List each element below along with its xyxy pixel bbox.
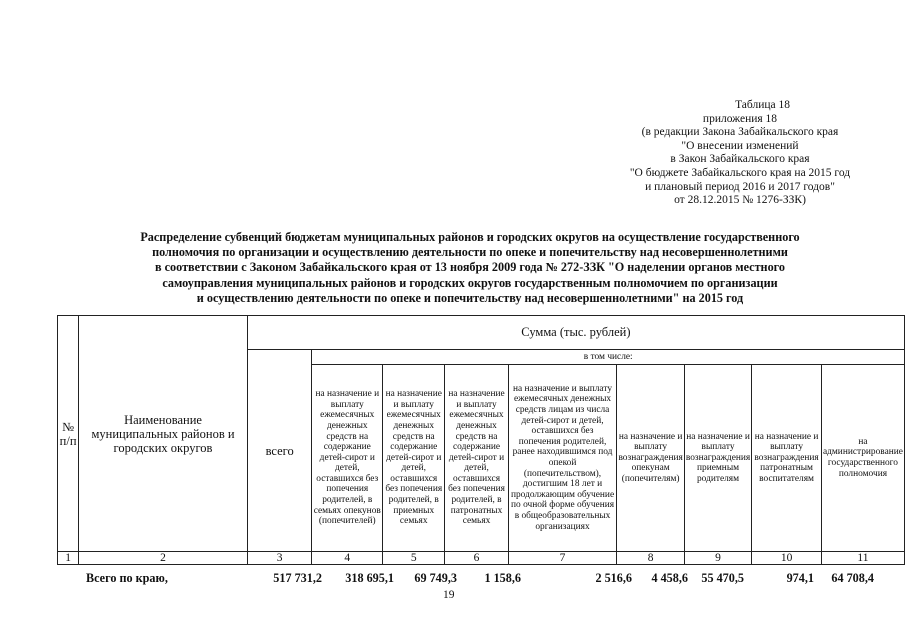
index-cell: 6 (445, 552, 508, 565)
total-row-label: Всего по краю, (86, 571, 168, 585)
index-cell: 3 (247, 552, 312, 565)
index-cell: 8 (617, 552, 684, 565)
title-line: и осуществлению деятельности по опеке и попечительству над несовершеннолетними" на 2015 год (196, 290, 744, 305)
sub-header-patronage-reward: на назначение и выплату вознаграждения патронатным воспитателям (752, 365, 822, 552)
total-value-patronage: 1 158,6 (484, 571, 521, 585)
index-cell: 9 (684, 552, 751, 565)
header-line: от 28.12.2015 № 1276-ЗЗК) (674, 194, 806, 207)
header-line: в Закон Забайкальского края (670, 153, 810, 166)
page-number: 19 (443, 589, 455, 601)
sub-header-patronage: на назначение и выплату ежемесячных денежных средств на содержание детей-сирот и детей, оставшихся без попечения родителей, в патронатных семьях (445, 365, 508, 552)
index-cell: 1 (58, 552, 79, 565)
index-cell: 11 (821, 552, 904, 565)
index-cell: 5 (383, 552, 445, 565)
header-line: (в редакции Закона Забайкальского края (641, 126, 839, 139)
total-value-graduates: 2 516,6 (595, 571, 632, 585)
header-line: приложения 18 (702, 112, 778, 125)
col-name-header: Наименование муниципальных районов и городских округов (79, 316, 248, 552)
title-line: полномочия по организации и осуществлению деятельности по опеке и попечительству над несовершеннолетними (152, 245, 788, 260)
index-cell: 2 (79, 552, 248, 565)
sub-header-foster-reward: на назначение и выплату вознаграждения приемным родителям (684, 365, 751, 552)
sum-header: Сумма (тыс. рублей) (247, 316, 904, 350)
header-line: Таблица 18 (735, 99, 790, 111)
total-value-administration: 64 708,4 (831, 571, 874, 585)
index-cell: 4 (312, 552, 383, 565)
total-value-all: 517 731,2 (273, 571, 322, 585)
sub-header-graduates: на назначение и выплату ежемесячных денежных средств лицам из числа детей-сирот и детей, оставшихся без попечения родителей, ранее находившимся под опекой (попечительством), достигшим 18 лет и продолжающим обучение по очной форме обучения в общеобразовательных организациях (508, 365, 617, 552)
title-line: в соответствии с Законом Забайкальского края от 13 ноября 2009 года № 272-ЗЗК "О наделении органов местного (155, 260, 785, 275)
title-line: Распределение субвенций бюджетам муниципальных районов и городских округов на осуществление государственного (140, 230, 800, 244)
total-value-foster-reward: 55 470,5 (701, 571, 744, 585)
sub-header-administration: на администрирование государственного полномочия (821, 365, 904, 552)
including-header: в том числе: (312, 350, 905, 365)
appendix-header (600, 99, 880, 208)
header-line: и плановый период 2016 и 2017 годов" (645, 180, 835, 193)
subsidy-table (57, 315, 905, 565)
sub-header-guardians: на назначение и выплату ежемесячных денежных средств на содержание детей-сирот и детей, оставшихся без попечения родителей, в семьях опекунов (попечителей) (312, 365, 383, 552)
column-index-row (58, 552, 905, 565)
col-number-header: № п/п (58, 316, 79, 552)
total-value-foster: 69 749,3 (414, 571, 457, 585)
total-value-guardians: 318 695,1 (345, 571, 394, 585)
index-cell: 7 (508, 552, 617, 565)
title-line: самоуправления муниципальных районов и городских округов государственным полномочием по организации (162, 275, 778, 290)
total-value-patronage-reward: 974,1 (786, 571, 814, 585)
total-col-header: всего (247, 350, 312, 552)
index-cell: 10 (752, 552, 822, 565)
sub-header-guardian-reward: на назначение и выплату вознаграждения опекунам (попечителям) (617, 365, 684, 552)
header-line: "О внесении изменений (681, 139, 799, 152)
document-title (60, 230, 880, 306)
total-value-guardian-reward: 4 458,6 (651, 571, 688, 585)
sub-header-foster: на назначение и выплату ежемесячных денежных средств на содержание детей-сирот и детей, оставшихся без попечения родителей, в приемных семьях (383, 365, 445, 552)
header-line: "О бюджете Забайкальского края на 2015 год (629, 166, 851, 179)
